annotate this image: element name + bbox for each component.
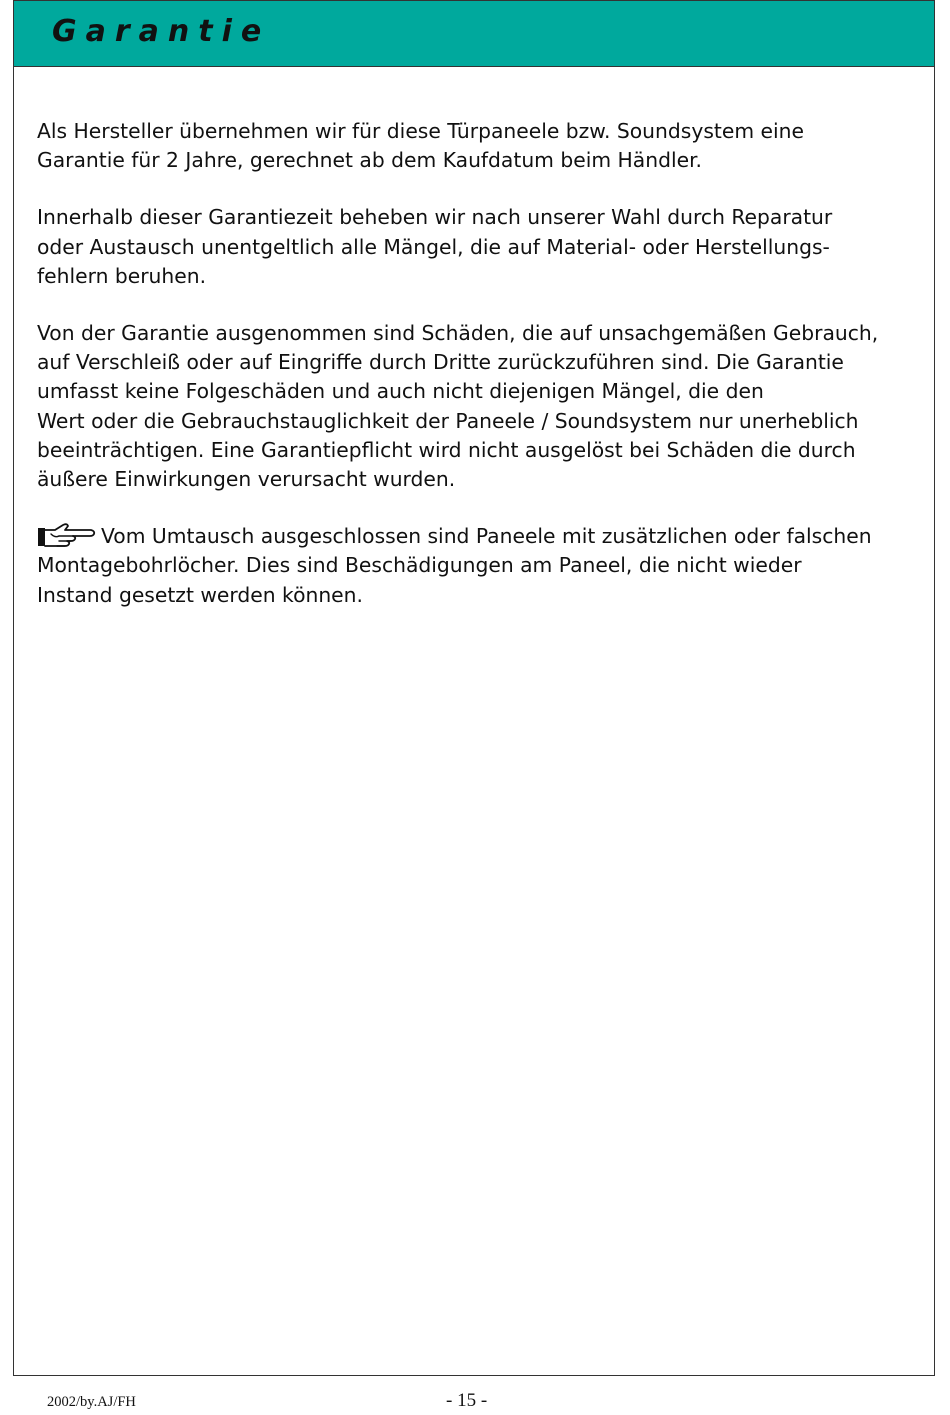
text-line: äußere Einwirkungen verursacht wurden. bbox=[37, 467, 456, 492]
text-line: Wert oder die Gebrauchstauglichkeit der Paneele / Soundsystem nur unerheblich bbox=[37, 408, 859, 433]
note-text: Vom Umtausch ausgeschlossen sind Paneele mit zusätzlichen oder falschen bbox=[101, 524, 872, 549]
text-line: Montagebohrlöcher. Dies sind Beschädigungen am Paneel, die nicht wieder bbox=[37, 553, 802, 578]
paragraph-warranty-exclusions bbox=[37, 319, 919, 494]
paragraph-warranty-period bbox=[37, 117, 919, 175]
paragraph-exchange-note bbox=[37, 522, 919, 610]
text-line: Garantie für 2 Jahre, gerechnet ab dem Kaufdatum beim Händler. bbox=[37, 148, 703, 173]
text-line: Als Hersteller übernehmen wir für diese Türpaneele bzw. Soundsystem eine bbox=[37, 119, 804, 143]
header-bar bbox=[14, 1, 934, 67]
text-line: umfasst keine Folgeschäden und auch nicht diejenigen Mängel, die den bbox=[37, 379, 764, 404]
text-line-with-icon bbox=[37, 522, 919, 551]
body-content bbox=[37, 117, 919, 638]
pointing-hand-icon bbox=[37, 522, 97, 548]
text-line: Innerhalb dieser Garantiezeit beheben wir nach unserer Wahl durch Reparatur bbox=[37, 205, 833, 230]
text-line: Instand gesetzt werden können. bbox=[37, 582, 363, 607]
page-number: - 15 - bbox=[446, 1390, 488, 1411]
text-line: beeinträchtigen. Eine Garantiepflicht wird nicht ausgelöst bei Schäden die durch bbox=[37, 437, 856, 462]
text-line: Von der Garantie ausgenommen sind Schäden, die auf unsachgemäßen Gebrauch, bbox=[37, 321, 879, 346]
text-line: oder Austausch unentgeltlich alle Mängel, die auf Material- oder Herstellungs- bbox=[37, 234, 830, 259]
text-line: auf Verschleiß oder auf Eingriffe durch Dritte zurückzuführen sind. Die Garantie bbox=[37, 350, 844, 375]
footer-credit: 2002/by.AJ/FH bbox=[47, 1394, 136, 1410]
text-line: fehlern beruhen. bbox=[37, 263, 207, 288]
paragraph-warranty-repair bbox=[37, 203, 919, 291]
page-title: Garantie bbox=[52, 14, 271, 49]
